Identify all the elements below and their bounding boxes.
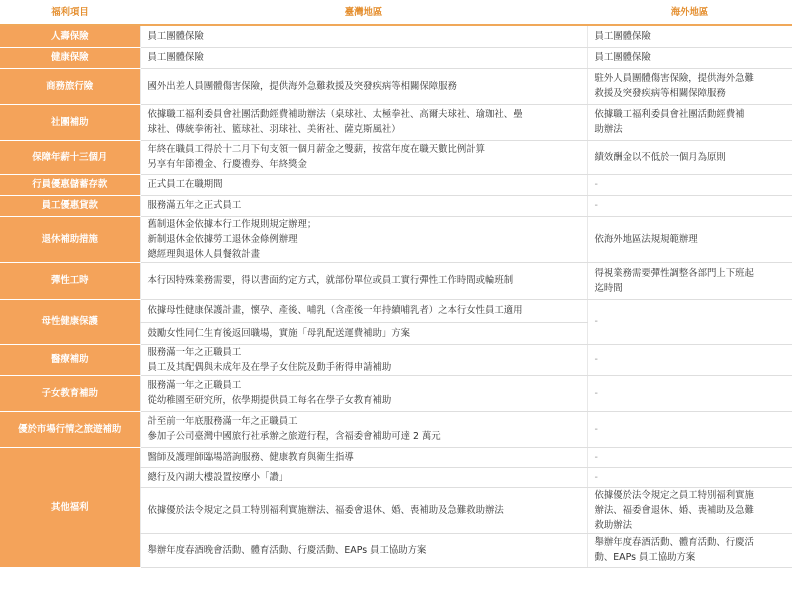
- cell-text-line: 迄時間: [594, 282, 623, 294]
- taiwan-cell: [140, 25, 587, 47]
- taiwan-cell: [140, 140, 587, 174]
- taiwan-cell: [140, 487, 587, 533]
- overseas-cell: [587, 411, 792, 447]
- cell-text-line: 總經理與退休人員餐敘計畫: [147, 248, 261, 260]
- cell-text-line: 員工團體保險: [594, 30, 651, 42]
- taiwan-cell: [140, 68, 587, 104]
- overseas-cell: [587, 104, 792, 140]
- overseas-cell: [587, 344, 792, 375]
- benefit-category: 商務旅行險: [0, 68, 140, 104]
- cell-text-line: 助辦法: [594, 124, 623, 135]
- overseas-cell: [587, 68, 792, 104]
- table-row: [0, 47, 792, 68]
- cell-text-line: -: [594, 387, 598, 399]
- cell-text-line: 從幼稚園至研究所，依學期提供員工每名在學子女教育補助: [147, 395, 392, 406]
- overseas-cell: [587, 447, 792, 467]
- benefit-category: 彈性工時: [0, 262, 140, 299]
- cell-text-line: 年終在職員工得於十二月下旬支領一個月薪金之雙薪，按當年度在職天數比例計算: [147, 144, 486, 155]
- taiwan-cell: [140, 195, 587, 216]
- cell-text-line: 駐外人員團體傷害保險，提供海外急難: [594, 73, 754, 84]
- taiwan-cell: [140, 299, 587, 322]
- cell-text-line: -: [594, 179, 598, 190]
- cell-text-line: 動、EAPs 員工協助方案: [594, 552, 696, 563]
- cell-text-line: 得視業務需要彈性調整各部門上下班起: [594, 267, 754, 279]
- table-row: [0, 195, 792, 216]
- cell-text-line: -: [594, 200, 598, 211]
- overseas-cell: [587, 195, 792, 216]
- cell-text-line: 依據母性健康保護計畫，懷孕、產後、哺乳（含產後一年持續哺乳者）之本行女性員工適用: [147, 305, 523, 316]
- header-overseas: 海外地區: [587, 0, 792, 25]
- table-row: [0, 216, 792, 262]
- cell-text-line: 醫師及護理師臨場諮詢服務、健康教育與衛生指導: [147, 451, 354, 463]
- cell-text-line: 員工團體保險: [147, 30, 204, 42]
- cell-text-line: -: [594, 316, 598, 327]
- overseas-cell: [587, 140, 792, 174]
- table-row: [0, 140, 792, 174]
- overseas-cell: [587, 216, 792, 262]
- taiwan-cell: [140, 533, 587, 567]
- cell-text-line: 舊制退休金依據本行工作規則規定辦理；: [147, 218, 317, 230]
- benefit-category: 健康保險: [0, 47, 140, 68]
- table-row: [0, 104, 792, 140]
- cell-text-line: 員工及其配偶與未成年及在學子女住院及動手術得申請補助: [147, 361, 392, 373]
- cell-text-line: 舉辦年度春酒活動、體育活動、行慶活: [594, 537, 754, 548]
- table-row: [0, 375, 792, 411]
- cell-text-line: 國外出差人員團體傷害保險，提供海外急難救援及突發疾病等相關保障服務: [147, 80, 457, 92]
- table-row: [0, 447, 792, 467]
- taiwan-cell: [140, 467, 587, 487]
- cell-text-line: -: [594, 423, 598, 435]
- cell-text-line: 服務滿一年之正職員工: [147, 380, 242, 391]
- table-row: [0, 411, 792, 447]
- cell-text-line: 救助辦法: [594, 519, 633, 531]
- cell-text-line: 本行因特殊業務需要，得以書面約定方式，就部份單位或員工實行彈性工作時間或輪班制: [147, 275, 514, 286]
- taiwan-cell: [140, 216, 587, 262]
- cell-text-line: 績效酬金以不低於一個月為原則: [594, 151, 726, 163]
- cell-text-line: 鼓勵女性同仁生育後返回職場，實施「母乳配送運費補助」方案: [147, 327, 411, 339]
- cell-text-line: 救援及突發疾病等相關保障服務: [594, 88, 726, 99]
- table-row: [0, 299, 792, 322]
- cell-text-line: 員工團體保險: [147, 52, 204, 63]
- benefit-category: 社團補助: [0, 104, 140, 140]
- overseas-cell: [587, 262, 792, 299]
- taiwan-cell: [140, 322, 587, 344]
- overseas-cell: [587, 487, 792, 533]
- cell-text-line: 另享有年節禮金、行慶禮券、年終獎金: [147, 159, 307, 170]
- taiwan-cell: [140, 104, 587, 140]
- benefit-category: 其他福利: [0, 447, 140, 567]
- cell-text-line: 總行及內湖大樓設置按摩小「讚」: [147, 471, 289, 483]
- taiwan-cell: [140, 447, 587, 467]
- benefit-category: 子女教育補助: [0, 375, 140, 411]
- overseas-cell: [587, 47, 792, 68]
- overseas-cell: [587, 25, 792, 47]
- overseas-cell: [587, 533, 792, 567]
- benefit-category: 人壽保險: [0, 25, 140, 47]
- cell-text-line: 依據優於法令規定之員工特別福利實施: [594, 489, 754, 501]
- table-row: [0, 25, 792, 47]
- header-benefit-item: 福利項目: [0, 0, 140, 25]
- table-row: [0, 262, 792, 299]
- table-row: [0, 174, 792, 195]
- cell-text-line: 正式員工在職期間: [147, 179, 223, 190]
- overseas-cell: [587, 467, 792, 487]
- taiwan-cell: [140, 375, 587, 411]
- taiwan-cell: [140, 344, 587, 375]
- cell-text-line: 依海外地區法規規範辦理: [594, 233, 698, 245]
- benefit-category: 員工優惠貸款: [0, 195, 140, 216]
- cell-text-line: 新制退休金依據勞工退休金條例辦理: [147, 233, 298, 245]
- overseas-cell: [587, 375, 792, 411]
- cell-text-line: 依據職工福利委員會社團活動經費補助辦法（桌球社、太極拳社、高爾夫球社、瑜珈社、壘: [147, 109, 523, 120]
- cell-text-line: 員工團體保險: [594, 52, 651, 63]
- benefit-category: 退休補助措施: [0, 216, 140, 262]
- table-row: [0, 68, 792, 104]
- cell-text-line: -: [594, 451, 598, 463]
- cell-text-line: 依據職工福利委員會社團活動經費補: [594, 109, 745, 120]
- benefit-category: 行員優惠儲蓄存款: [0, 174, 140, 195]
- taiwan-cell: [140, 262, 587, 299]
- cell-text-line: 計至前一年底服務滿一年之正職員工: [147, 416, 298, 427]
- overseas-cell: [587, 299, 792, 344]
- cell-text-line: 服務滿五年之正式員工: [147, 200, 242, 211]
- benefit-category: 保障年薪十三個月: [0, 140, 140, 174]
- taiwan-cell: [140, 174, 587, 195]
- cell-text-line: -: [594, 354, 598, 365]
- cell-text-line: 依據優於法令規定之員工特別福利實施辦法、福委會退休、婚、喪補助及急難救助辦法: [147, 504, 504, 516]
- cell-text-line: 舉辦年度春酒晚會活動、體育活動、行慶活動、EAPs 員工協助方案: [147, 544, 427, 556]
- taiwan-cell: [140, 411, 587, 447]
- benefit-category: 母性健康保護: [0, 299, 140, 344]
- benefit-category: 優於市場行情之旅遊補助: [0, 411, 140, 447]
- cell-text-line: 參加子公司臺灣中國旅行社承辦之旅遊行程，含福委會補助可達 2 萬元: [147, 431, 441, 442]
- table-row: [0, 344, 792, 375]
- cell-text-line: 球社、傳統拳術社、籃球社、羽球社、美術社、薩克斯風社）: [147, 124, 401, 135]
- table-header-row: [0, 0, 792, 25]
- cell-text-line: 服務滿一年之正職員工: [147, 346, 242, 358]
- cell-text-line: -: [594, 471, 598, 483]
- benefit-category: 醫療補助: [0, 344, 140, 375]
- taiwan-cell: [140, 47, 587, 68]
- cell-text-line: 辦法、福委會退休、婚、喪補助及急難: [594, 504, 754, 516]
- header-taiwan: 臺灣地區: [140, 0, 587, 25]
- overseas-cell: [587, 174, 792, 195]
